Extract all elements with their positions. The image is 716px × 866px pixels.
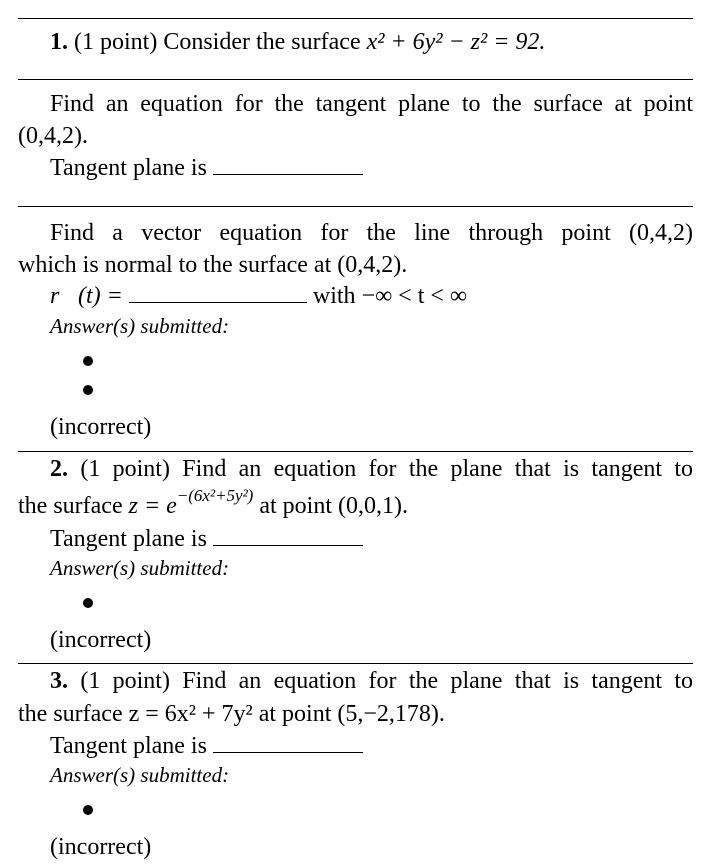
problem-1-submitted-bullet-2 (83, 385, 93, 395)
problem-3-answer-input[interactable] (213, 752, 363, 753)
problem-1-number: 1. (50, 29, 68, 55)
problem-1a-text-line2: (0,4,2). (18, 123, 88, 149)
problem-1-answers-submitted-label: Answer(s) submitted: (50, 314, 230, 338)
problem-3-answers-submitted-label: Answer(s) submitted: (50, 763, 230, 787)
problem-1a-answer-row (50, 156, 363, 180)
problem-2-line1: Find an equation for the plane that is tangent to (182, 456, 694, 482)
problem-1a-text-line1: Find an equation for the tangent plane to the surface at point (50, 91, 693, 117)
problem-3-text-line1 (50, 669, 693, 693)
problem-1b-text-line2: which is normal to the surface at (0,4,2). (18, 252, 408, 278)
problem-3-points: (1 point) (80, 668, 170, 694)
problem-1-points: (1 point) (74, 29, 158, 55)
part-divider-1a (18, 79, 693, 80)
problem-1b-text-line1: Find a vector equation for the line through point (0,4,2) (50, 220, 693, 246)
problem-3-line1: Find an equation for the plane that is tangent to (182, 668, 694, 694)
domain-note: with −∞ < t < ∞ (312, 283, 468, 309)
problem-1-result: (incorrect) (50, 414, 152, 440)
problem-3-text-line2: the surface z = 6x² + 7y² at point (5,−2,178). (18, 701, 445, 727)
problem-3-submitted-bullet-1 (83, 805, 93, 815)
problem-2-divider (18, 451, 693, 452)
problem-3-number: 3. (50, 668, 68, 694)
problem-1-heading (50, 30, 545, 54)
problem-2-text-line1 (50, 457, 693, 481)
problem-1-intro: Consider the surface (163, 29, 361, 55)
problem-1-submitted-bullet-1 (83, 356, 93, 366)
top-rule (18, 18, 693, 19)
problem-2-text-line2 (18, 486, 408, 519)
problem-2-answer-input[interactable] (213, 545, 363, 546)
problem-2-equation: z = e (128, 493, 177, 519)
problem-3-answer-row (50, 734, 363, 758)
problem-3-divider (18, 663, 693, 664)
tangent-plane-label: Tangent plane is (50, 526, 207, 552)
problem-3-result: (incorrect) (50, 834, 152, 860)
problem-2-submitted-bullet-1 (83, 598, 93, 608)
problem-2-answer-row (50, 527, 363, 551)
problem-1a-answer-input[interactable] (213, 174, 363, 175)
problem-2-exponent: −(6x²+5y²) (176, 486, 254, 505)
part-divider-1b (18, 206, 693, 207)
problem-2-line2-post: at point (0,0,1). (259, 493, 408, 519)
vector-r-label: r⃗(t) = (50, 283, 123, 309)
tangent-plane-label: Tangent plane is (50, 733, 207, 759)
problem-2-points: (1 point) (80, 456, 170, 482)
problem-1b-answer-row (50, 284, 467, 308)
problem-2-number: 2. (50, 456, 68, 482)
problem-1-equation: x² + 6y² − z² = 92. (366, 29, 546, 55)
problem-2-answers-submitted-label: Answer(s) submitted: (50, 556, 230, 580)
problem-2-line2-pre: the surface (18, 493, 123, 519)
tangent-plane-label: Tangent plane is (50, 155, 207, 181)
problem-2-result: (incorrect) (50, 627, 152, 653)
problem-1b-answer-input[interactable] (129, 302, 307, 303)
